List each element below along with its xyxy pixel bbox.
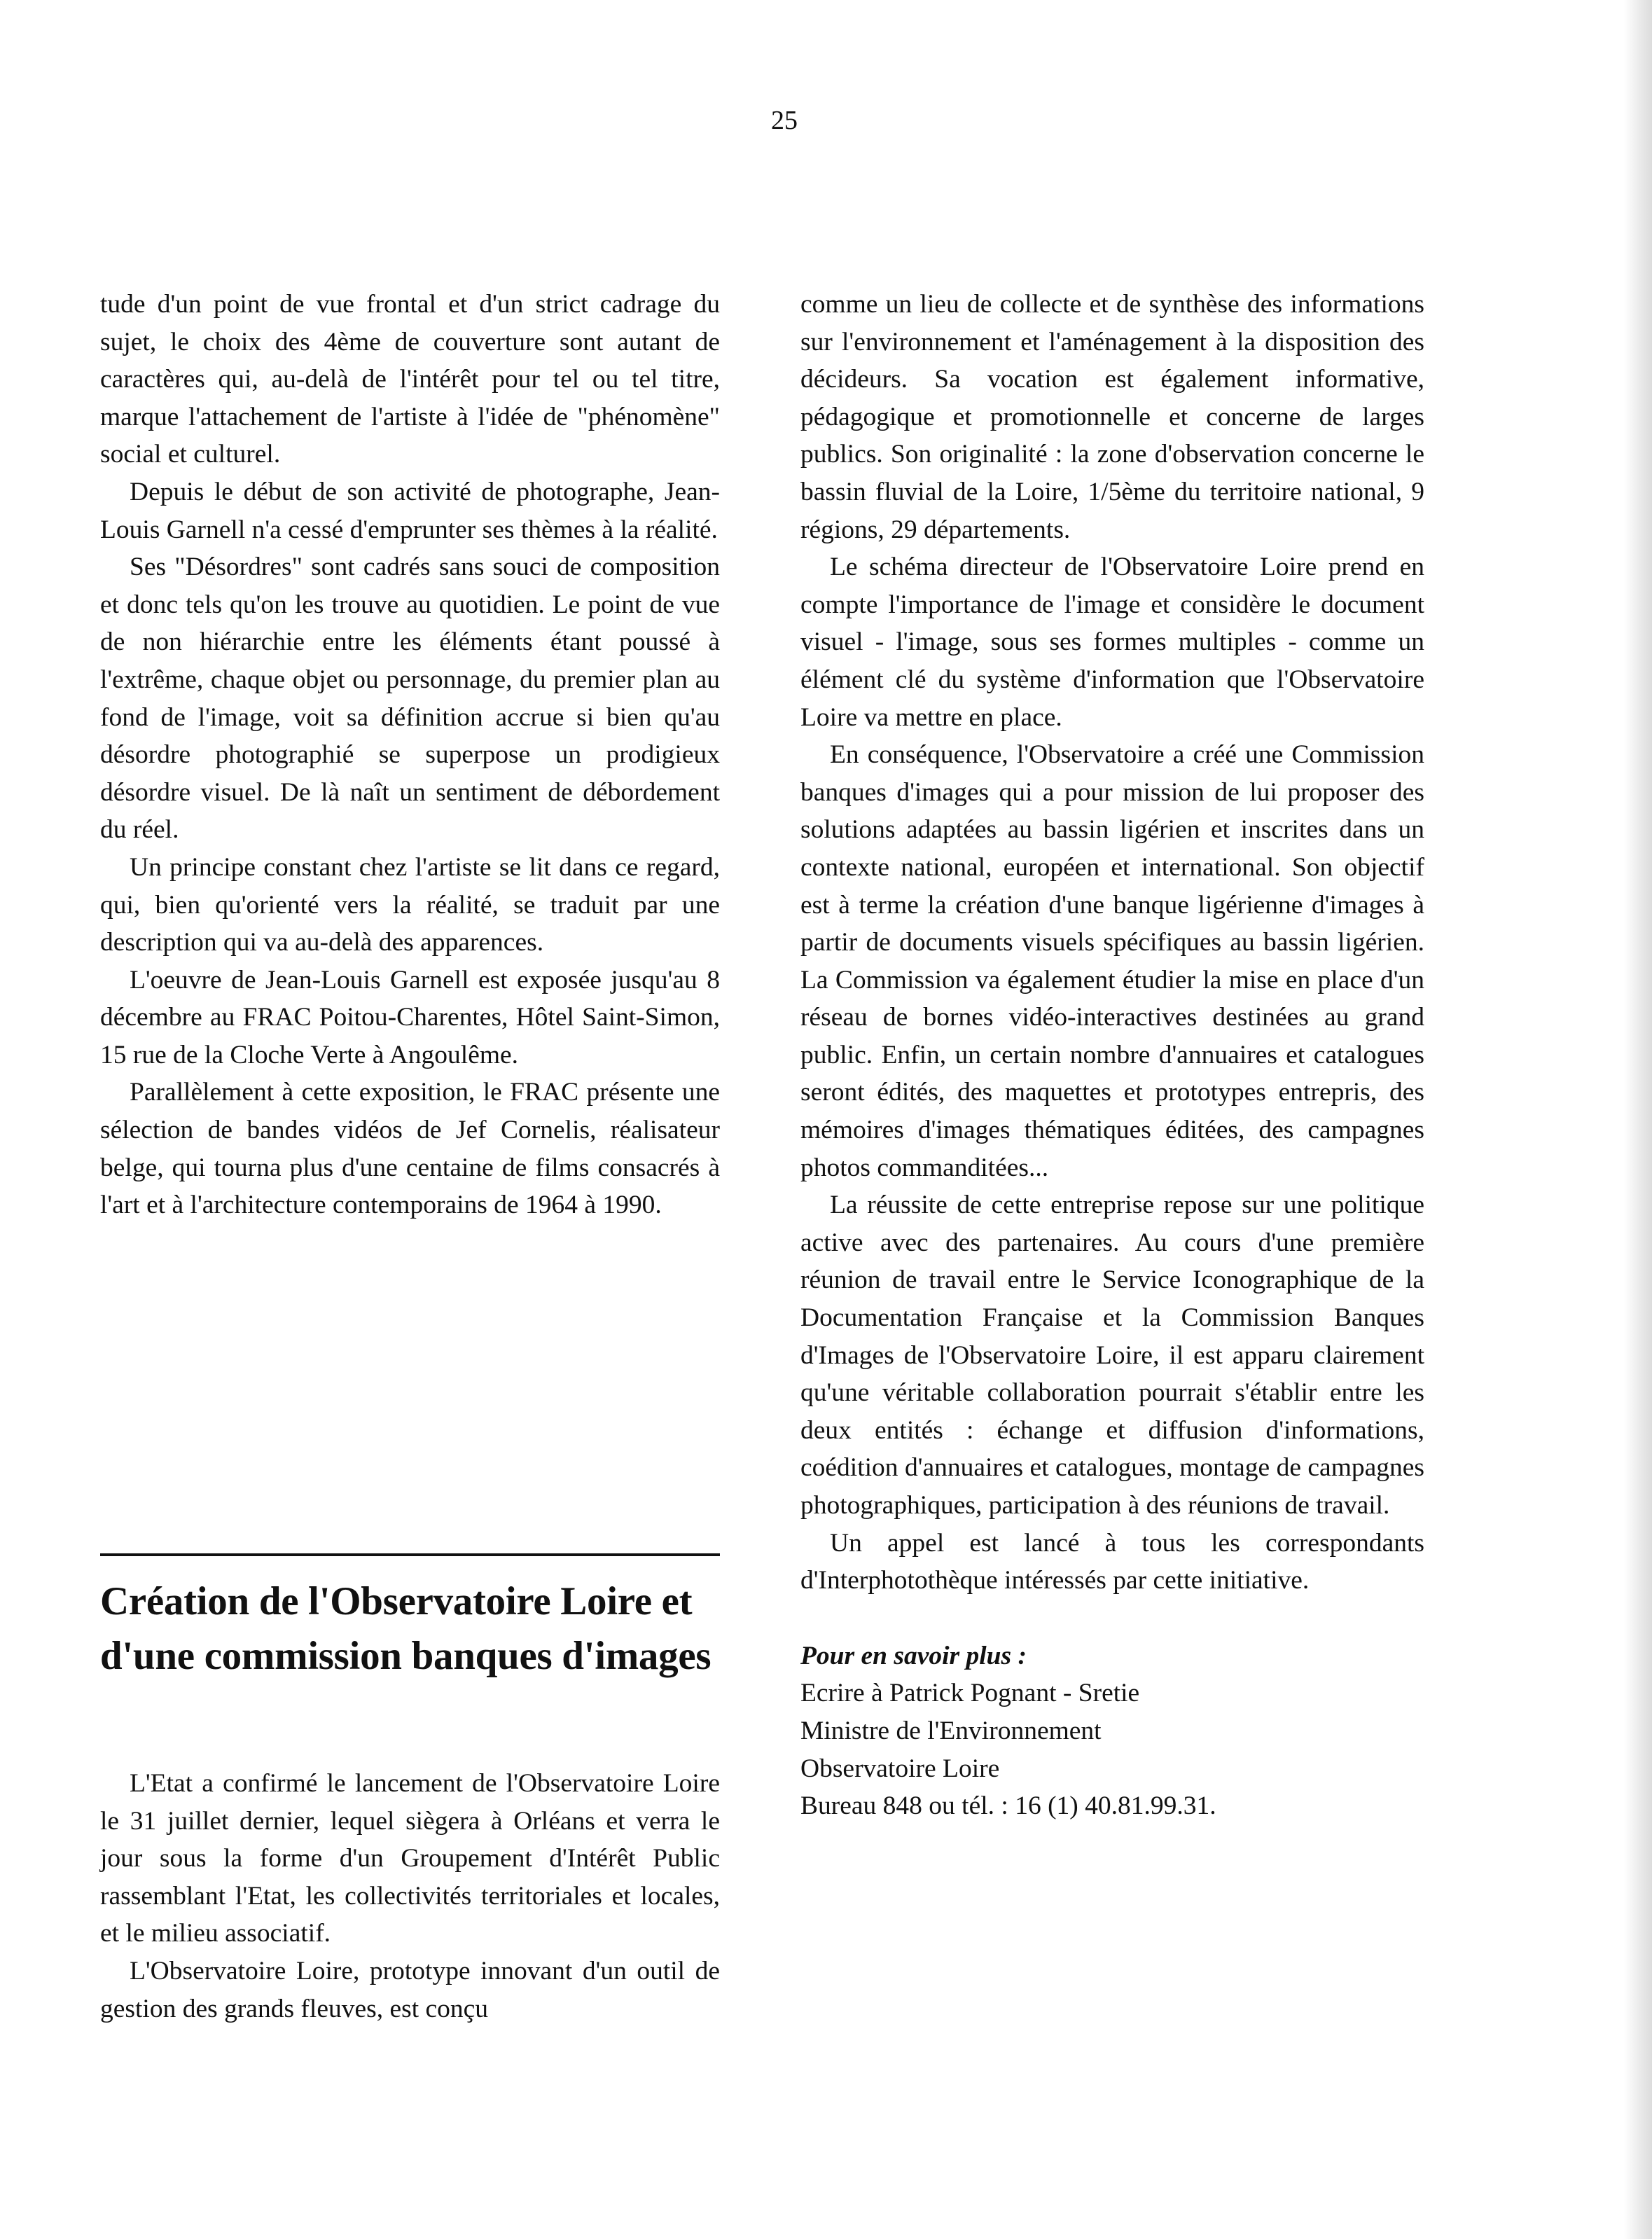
- article-right-column: [800, 286, 1424, 1825]
- contact-line: Ministre de l'Environnement: [800, 1716, 1102, 1745]
- paragraph: En conséquence, l'Observatoire a créé une Commission banques d'images qui a pour mission de lui proposer des solutions adaptées au bassin ligérien et inscrites dans un contexte national, européen et international. Son objectif est à terme la création d'une banque ligérienne d'images à partir de documents visuels spécifiques au bassin ligérien. La Commission va également étudier la mise en place d'un réseau de bornes vidéo-interactives destinées au grand public. Enfin, un certain nombre d'annuaires et catalogues seront édités, des maquettes et prototypes entrepris, des mémoires d'images thématiques éditées, des campagnes photos commanditées...: [800, 740, 1424, 1182]
- contact-line: Bureau 848 ou tél. : 16 (1) 40.81.99.31.: [800, 1791, 1216, 1821]
- paragraph: tude d'un point de vue frontal et d'un strict cadrage du sujet, le choix des 4ème de couverture sont autant de caractères qui, au-delà de l'intérêt pour tel ou tel titre, marque l'attachement de l'artiste à l'idée de "phénomène" social et culturel.: [100, 290, 720, 469]
- section-divider: [100, 1553, 720, 1556]
- paragraph: La réussite de cette entreprise repose sur une politique active avec des partenaires. Au cours d'une première réunion de travail entre le Service Iconographique de la Documentation Française et la Commission Banques d'Images de l'Observatoire Loire, il est apparu clairement qu'une véritable collaboration pourrait s'établir entre les deux entités : échange et diffusion d'informations, coédition d'annuaires et catalogues, montage de campagnes photographiques, participation à des réunions de travail.: [800, 1191, 1424, 1520]
- contact-line: Observatoire Loire: [800, 1754, 1000, 1783]
- contact-line: Ecrire à Patrick Pognant - Sretie: [800, 1679, 1140, 1708]
- article-title: Création de l'Observatoire Loire et d'une commission banques d'images: [100, 1579, 712, 1678]
- article-left-column: [100, 1765, 720, 2027]
- paragraph: L'Observatoire Loire, prototype innovant d'un outil de gestion des grands fleuves, est conçu: [100, 1956, 720, 2023]
- paragraph: Parallèlement à cette exposition, le FRAC présente une sélection de bandes vidéos de Jef Cornelis, réalisateur belge, qui tourna plus d'une centaine de films consacrés à l'art et à l'architecture contemporains de 1964 à 1990.: [100, 1078, 720, 1220]
- paragraph: Le schéma directeur de l'Observatoire Loire prend en compte l'importance de l'image et considère le document visuel - l'image, sous ses formes multiples - comme un élément clé du système d'information que l'Observatoire Loire va mettre en place.: [800, 553, 1424, 732]
- paragraph: comme un lieu de collecte et de synthèse des informations sur l'environnement et l'aménagement à la disposition des décideurs. Sa vocation est également informative, pédagogique et promotionnelle et concerne de larges publics. Son originalité : la zone d'observation concerne le bassin fluvial de la Loire, 1/5ème du territoire national, 9 régions, 29 départements.: [800, 290, 1424, 544]
- paragraph: Ses "Désordres" sont cadrés sans souci de composition et donc tels qu'on les trouve au quotidien. Le point de vue de non hiérarchie entre les éléments étant poussé à l'extrême, chaque objet ou personnage, du premier plan au fond de l'image, voit sa définition accrue si bien qu'au désordre photographié se superpose un prodigieux désordre visuel. De là naît un sentiment de débordement du réel.: [100, 553, 720, 845]
- page-edge-shadow: [1624, 0, 1652, 2239]
- paragraph: L'Etat a confirmé le lancement de l'Observatoire Loire le 31 juillet dernier, lequel siègera à Orléans et verra le jour sous la forme d'un Groupement d'Intérêt Public rassemblant l'Etat, les collectivités territoriales et locales, et le milieu associatif.: [100, 1769, 720, 1948]
- paragraph: Depuis le début de son activité de photographe, Jean-Louis Garnell n'a cessé d'emprunter ses thèmes à la réalité.: [100, 477, 720, 544]
- left-column-continued-article: [100, 286, 720, 1224]
- paragraph: L'oeuvre de Jean-Louis Garnell est exposée jusqu'au 8 décembre au FRAC Poitou-Charentes, Hôtel Saint-Simon, 15 rue de la Cloche Verte à Angoulême.: [100, 965, 720, 1069]
- paragraph: Un principe constant chez l'artiste se lit dans ce regard, qui, bien qu'orienté vers la réalité, se traduit par une description qui va au-delà des apparences.: [100, 852, 720, 957]
- paragraph: Un appel est lancé à tous les correspondants d'Interphotothèque intéressés par cette initiative.: [800, 1528, 1424, 1595]
- contact-heading: Pour en savoir plus :: [800, 1641, 1027, 1670]
- page-number: 25: [771, 106, 798, 135]
- contact-info: [800, 1637, 1424, 1825]
